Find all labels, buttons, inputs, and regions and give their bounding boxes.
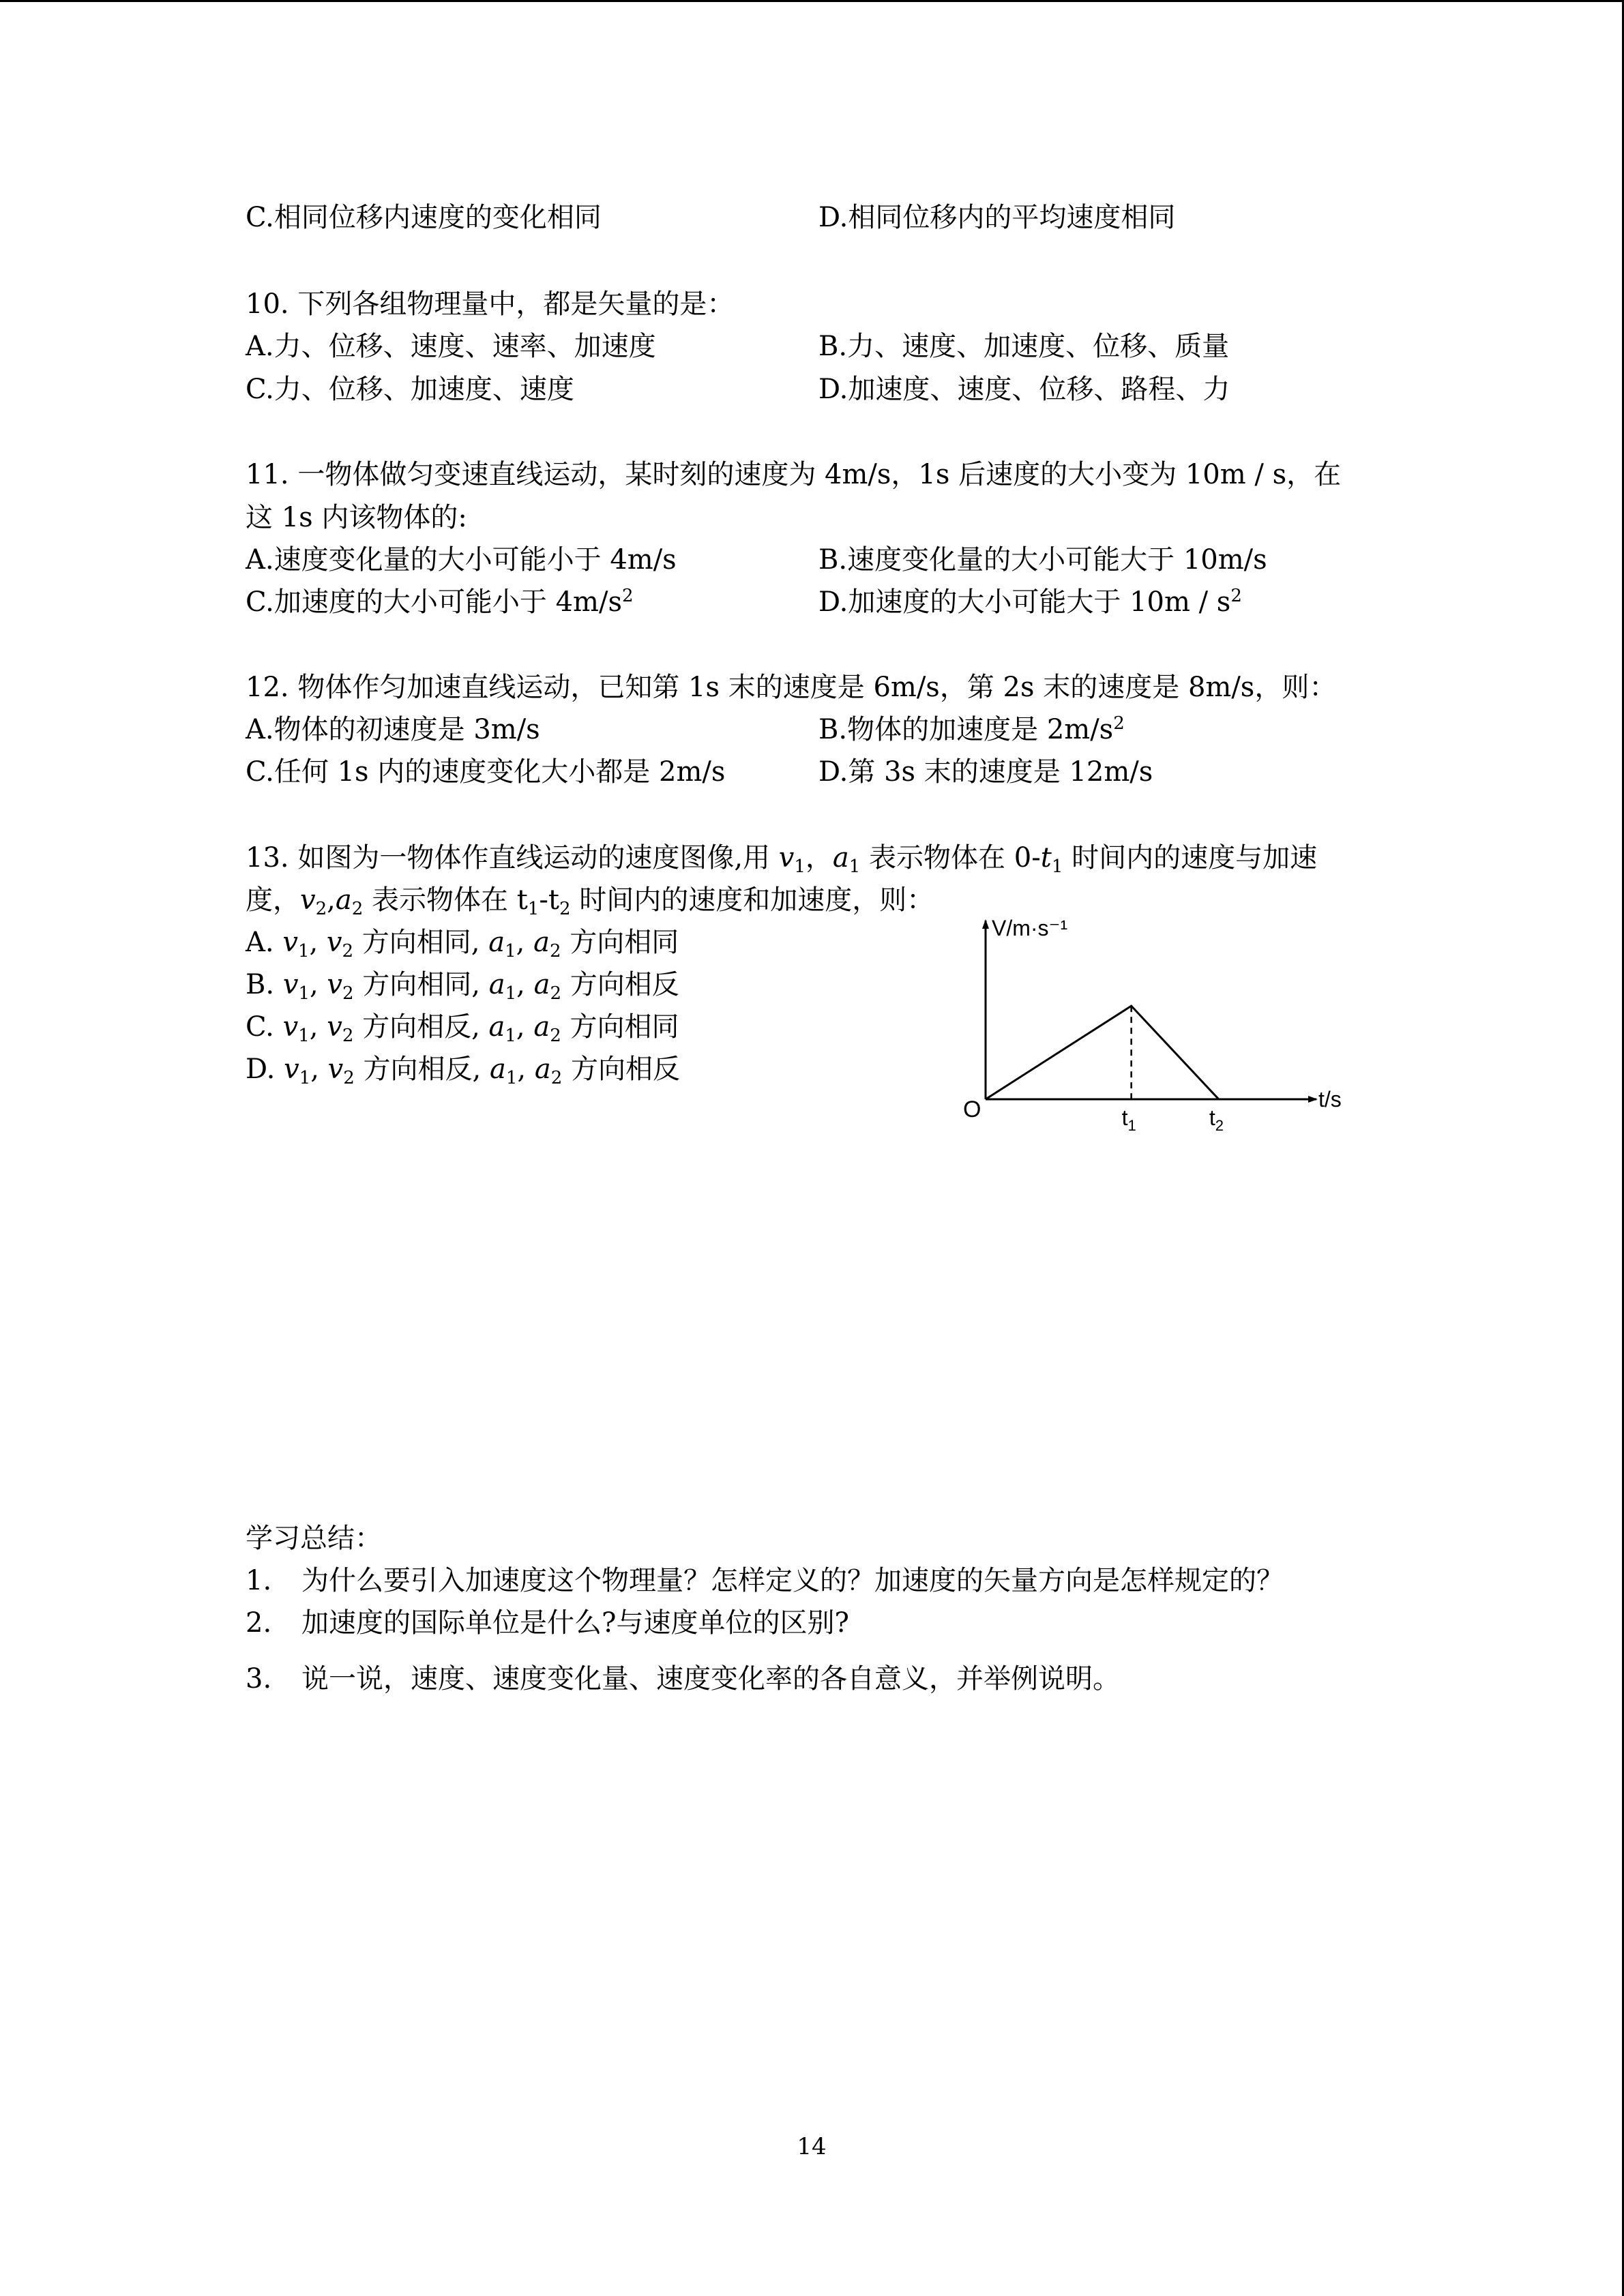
- q11-option-d-text: D.加速度的大小可能大于 10m / s: [818, 586, 1231, 618]
- separator: ,: [516, 969, 534, 1000]
- q13-stem-text: -t: [539, 884, 559, 916]
- option-letter: D.: [246, 1054, 284, 1085]
- var-a: a: [832, 842, 849, 874]
- subscript: 2: [559, 899, 571, 919]
- q13-stem-text: 13. 如图为一物体作直线运动的速度图像,用: [246, 842, 779, 874]
- q10-option-a: A.力、位移、速度、速率、加速度: [246, 331, 656, 362]
- q13-stem-text: 表示物体在 t: [363, 884, 528, 916]
- summary-item-3: [246, 1661, 1120, 1697]
- subscript: 1: [848, 856, 861, 877]
- list-text: 说一说，速度、速度变化量、速度变化率的各自意义，并举例说明。: [301, 1663, 1120, 1695]
- x-axis-label: t/s: [1318, 1087, 1342, 1112]
- var-v: v: [327, 1011, 342, 1043]
- list-text: 加速度的国际单位是什么?与速度单位的区别?: [301, 1607, 849, 1639]
- separator: ,: [516, 927, 534, 958]
- var-a: a: [533, 1011, 550, 1043]
- subscript: 1: [505, 1026, 516, 1046]
- q11-stem-line2: 这 1s 内该物体的:: [246, 502, 467, 533]
- q13-stem-text: 表示物体在 0-: [860, 842, 1041, 874]
- var-a: a: [488, 927, 505, 958]
- option-text: 方向相同,: [353, 927, 489, 958]
- separator: ,: [516, 1011, 534, 1043]
- var-v: v: [284, 1054, 299, 1085]
- separator: ,: [309, 927, 327, 958]
- top-border: [0, 0, 1624, 2]
- option-text: 方向相反,: [353, 1011, 489, 1043]
- subscript: 1: [1051, 856, 1063, 877]
- q13-option-b: [246, 967, 679, 1002]
- q12-option-b-text: B.物体的加速度是 2m/s: [818, 714, 1114, 745]
- q9-option-c: C.相同位移内速度的变化相同: [246, 202, 602, 233]
- subscript: 1: [794, 856, 806, 877]
- var-t: t: [1040, 842, 1052, 874]
- q9-option-d: D.相同位移内的平均速度相同: [818, 202, 1176, 233]
- subscript: 2: [550, 983, 561, 1004]
- separator: ,: [517, 1054, 535, 1085]
- option-text: 方向相同,: [353, 969, 489, 1000]
- q10-option-d: D.加速度、速度、位移、路程、力: [818, 374, 1230, 405]
- subscript: 1: [298, 1026, 310, 1046]
- option-letter: C.: [246, 1011, 283, 1043]
- q12-option-b: [818, 712, 1125, 747]
- separator: ,: [310, 1054, 328, 1085]
- var-a: a: [534, 1054, 551, 1085]
- q13-stem-text: 时间内的速度和加速度，则：: [570, 884, 934, 916]
- option-text: 方向相反: [561, 969, 679, 1000]
- var-v: v: [327, 969, 343, 1000]
- option-text: 方向相同: [561, 927, 679, 958]
- page-number: 14: [797, 2133, 827, 2160]
- velocity-line: [986, 1006, 1219, 1099]
- subscript: 2: [550, 1026, 561, 1046]
- q11-option-b: B.速度变化量的大小可能大于 10m/s: [818, 544, 1267, 576]
- y-axis-label: V/m·s⁻¹: [992, 916, 1068, 940]
- q11-option-c: [246, 584, 634, 620]
- summary-title: 学习总结：: [246, 1523, 382, 1554]
- q13-option-c: [246, 1009, 679, 1045]
- q13-stem-text: 时间内的速度与加速: [1063, 842, 1318, 874]
- var-a: a: [488, 969, 505, 1000]
- subscript: 1: [527, 899, 540, 919]
- subscript: 1: [505, 1068, 518, 1088]
- summary-item-2: [246, 1605, 849, 1641]
- q10-option-b: B.力、速度、加速度、位移、质量: [818, 331, 1230, 362]
- option-text: 方向相反,: [354, 1054, 490, 1085]
- option-text: 方向相同: [561, 1011, 679, 1043]
- q12-option-c: C.任何 1s 内的速度变化大小都是 2m/s: [246, 756, 726, 788]
- var-a: a: [533, 927, 550, 958]
- squared-exponent: 2: [1113, 713, 1125, 734]
- squared-exponent: 2: [1230, 586, 1242, 606]
- x-tick-label-t1: $t_1$: [1121, 1105, 1136, 1134]
- separator: ,: [309, 1011, 327, 1043]
- var-v: v: [282, 1011, 299, 1043]
- list-number: 2.: [246, 1607, 272, 1639]
- list-number: 3.: [246, 1663, 272, 1695]
- summary-item-1: [246, 1563, 1284, 1598]
- q13-stem-text: 度，: [246, 884, 300, 916]
- subscript: 2: [351, 899, 364, 919]
- x-tick-label-t2: $t_2$: [1209, 1105, 1224, 1134]
- subscript: 2: [550, 1068, 563, 1088]
- var-v: v: [300, 884, 316, 916]
- q13-stem-line2: [246, 882, 934, 918]
- q11-option-a: A.速度变化量的大小可能小于 4m/s: [246, 544, 677, 576]
- origin-label: O: [963, 1097, 981, 1122]
- q11-option-c-text: C.加速度的大小可能小于 4m/s: [246, 586, 622, 618]
- subscript: 2: [342, 1026, 354, 1046]
- var-a: a: [488, 1011, 505, 1043]
- option-letter: B.: [246, 969, 283, 1000]
- separator: ,: [309, 969, 327, 1000]
- q13-stem-text: ,: [327, 884, 336, 916]
- q13-option-d: [246, 1052, 680, 1087]
- q11-stem-line1: 11. 一物体做匀变速直线运动，某时刻的速度为 4m/s，1s 后速度的大小变为 10m / s，在: [246, 459, 1342, 490]
- var-v: v: [282, 927, 298, 958]
- q13-stem-text: ，: [805, 842, 833, 874]
- var-a: a: [489, 1054, 506, 1085]
- q12-option-d: D.第 3s 末的速度是 12m/s: [818, 756, 1153, 788]
- subscript: 2: [315, 899, 327, 919]
- velocity-time-chart: [948, 914, 1357, 1139]
- var-v: v: [282, 969, 299, 1000]
- q12-stem: 12. 物体作匀加速直线运动，已知第 1s 末的速度是 6m/s，第 2s 末的速度是 8m/s，则：: [246, 672, 1337, 703]
- squared-exponent: 2: [622, 586, 634, 606]
- subscript: 1: [505, 983, 517, 1004]
- subscript: 1: [297, 941, 310, 961]
- subscript: 2: [549, 941, 561, 961]
- list-text: 为什么要引入加速度这个物理量？怎样定义的？加速度的矢量方向是怎样规定的？: [301, 1565, 1284, 1596]
- q12-option-a: A.物体的初速度是 3m/s: [246, 714, 540, 745]
- var-v: v: [326, 927, 342, 958]
- q10-stem: 10. 下列各组物理量中，都是矢量的是：: [246, 288, 735, 320]
- subscript: 2: [342, 941, 354, 961]
- subscript: 1: [298, 983, 310, 1004]
- q13-stem-line1: [246, 840, 1317, 876]
- var-a: a: [335, 884, 352, 916]
- var-v: v: [778, 842, 795, 874]
- subscript: 2: [342, 983, 354, 1004]
- option-letter: A.: [246, 927, 283, 958]
- list-number: 1.: [246, 1565, 272, 1596]
- var-v: v: [327, 1054, 344, 1085]
- q13-option-a: [246, 925, 679, 960]
- subscript: 1: [299, 1068, 311, 1088]
- subscript: 2: [343, 1068, 355, 1088]
- option-text: 方向相反: [562, 1054, 680, 1085]
- var-a: a: [533, 969, 550, 1000]
- q10-option-c: C.力、位移、加速度、速度: [246, 374, 574, 405]
- subscript: 1: [505, 941, 516, 961]
- q11-option-d: [818, 584, 1242, 620]
